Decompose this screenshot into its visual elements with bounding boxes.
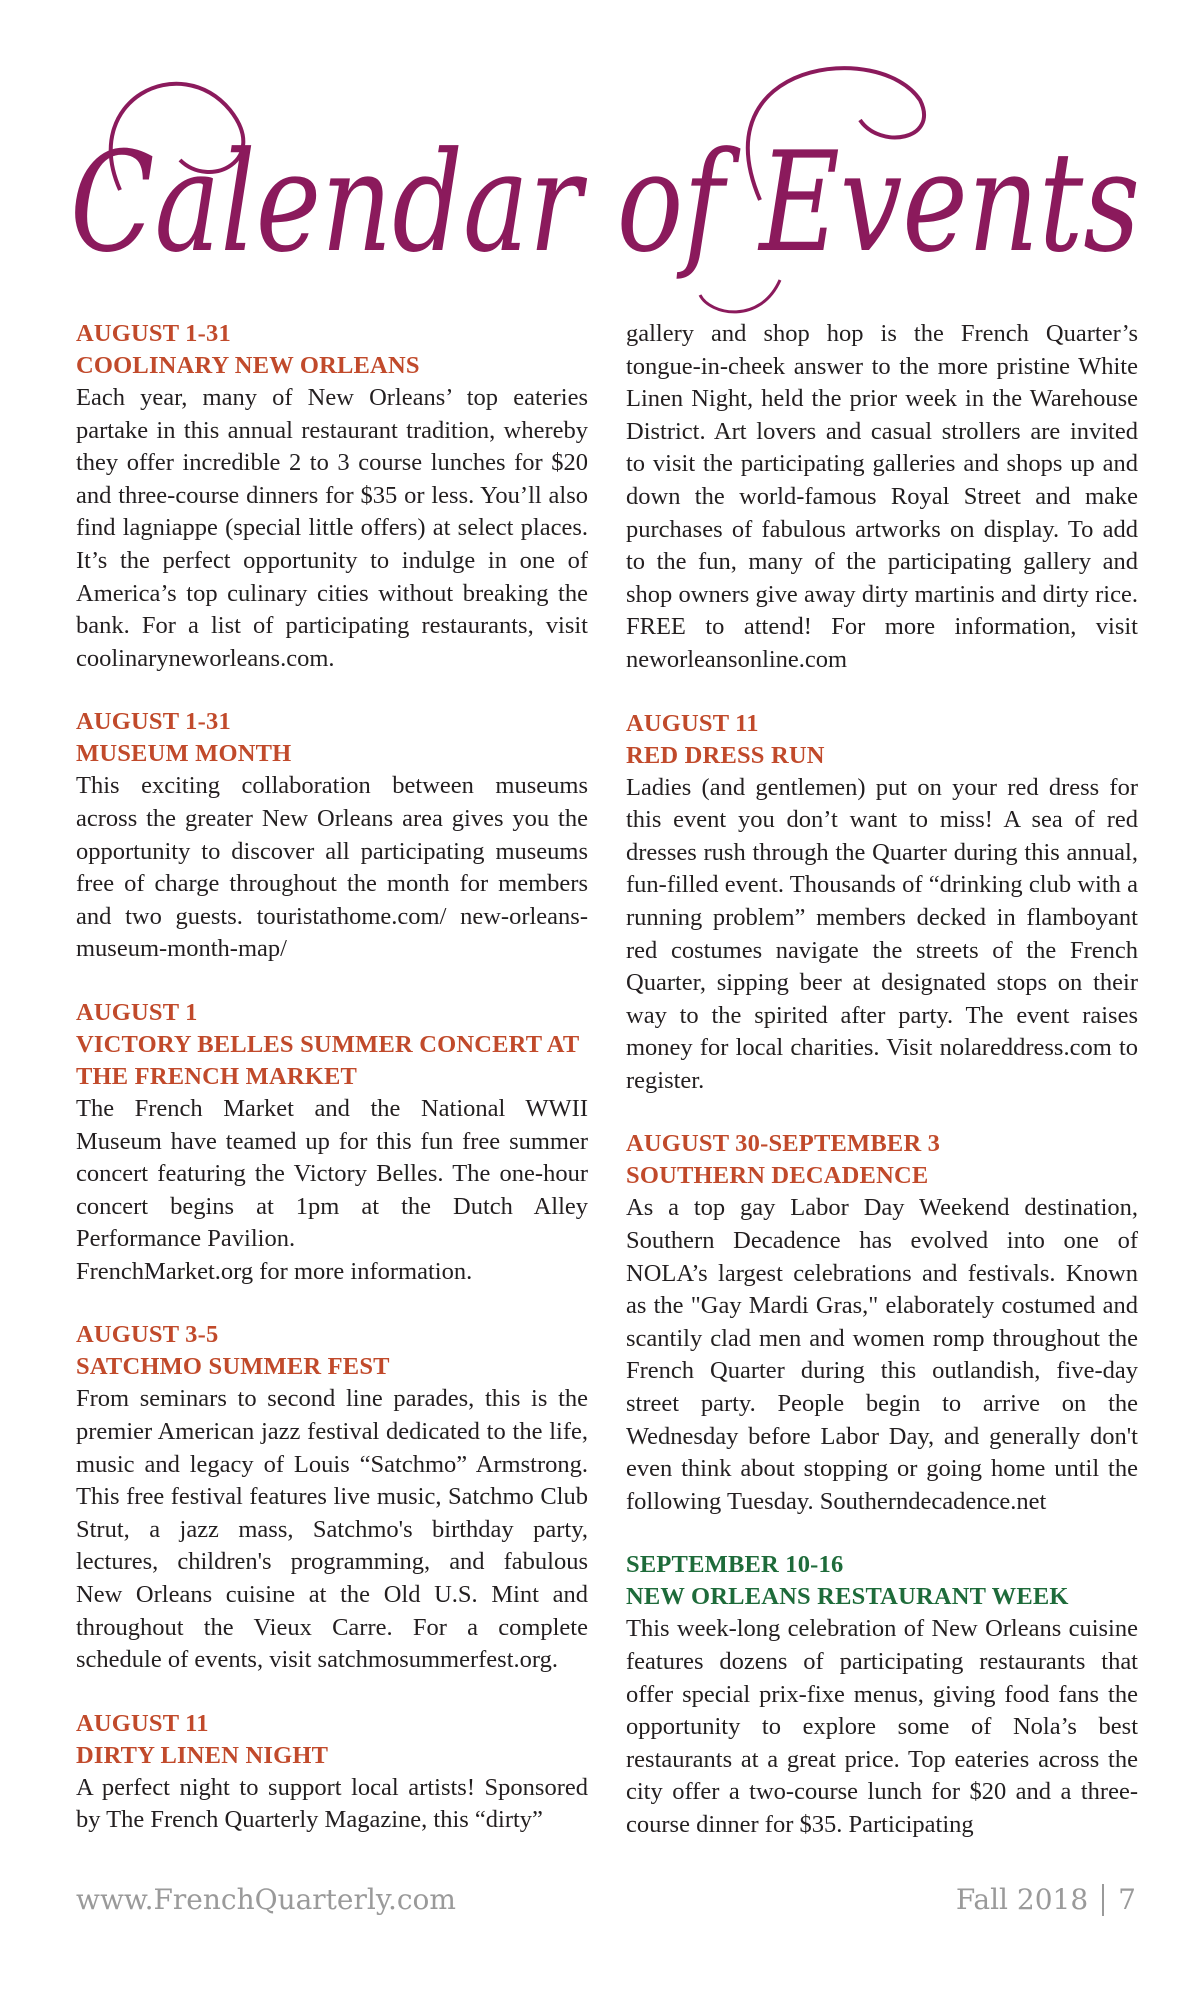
event-name: RED DRESS RUN [626,741,825,769]
event-dirty-linen [76,1708,588,1837]
event-link-text: FrenchMarket.org for more information. [76,1257,473,1285]
continued-description: gallery and shop hop is the French Quarter’s tongue-in-cheek answer to the more pristine White Linen Night, held the prior week in the Warehouse District. Art lovers and casual strollers are invited to visit the participating galleries and shops up and down the world-famous Royal Street and make purchases of fabulous artworks on display. To add to the fun, many of the participating gallery and shop owners give away dirty martinis and dirty rice. FREE to attend! For more information, visit neworleansonline.com [626,320,1138,673]
event-date: AUGUST 1-31 [76,320,231,347]
event-date: AUGUST 30-SEPTEMBER 3 [626,1130,941,1158]
event-description: As a top gay Labor Day Weekend destination, Southern Decadence has evolved into one of NOLA’s largest celebrations and festivals. Known as the "Gay Mardi Gras," elaborately costumed and scantily clad men and women romp throughout the French Quarter during this outlandish, five-day street party. People begin to arrive on the Wednesday before Labor Day, and generally don't even think about stopping or going home until the following Tuesday. Southerndecadence.net [626,1194,1138,1515]
event-description: A perfect night to support local artists! Sponsored by The French Quarterly Magazine, this “dirty” [76,1773,588,1834]
page-title [60,40,1150,330]
event-description: This exciting collaboration between museums across the greater New Orleans area gives you the opportunity to discover all participating museums free of charge throughout the month for members and two guests. touristathome.com/ new-orleans-museum-month-map/ [76,772,588,963]
footer-divider [1102,1884,1104,1916]
event-description: Each year, many of New Orleans’ top eateries partake in this annual restaurant tradition, whereby they offer incredible 2 to 3 course lunches for $20 and three-course dinners for $35 or less. You’ll also find lagniappe (special little offers) at select places. It’s the perfect opportunity to indulge in one of America’s top culinary cities without breaking the bank. For a list of participating restaurants, visit coolinaryneworleans.com. [76,384,588,672]
event-date: SEPTEMBER 10-16 [626,1551,844,1579]
right-column [626,318,1138,1873]
event-victory-belles [76,997,588,1289]
event-coolinary [76,318,588,675]
event-name: SATCHMO SUMMER FEST [76,1353,390,1381]
event-columns [76,318,1138,1873]
event-description: The French Market and the National WWII Museum have teamed up for this fun free summer concert featuring the Victory Belles. The one-hour concert begins at 1pm at the Dutch Alley Performance Pavilion. [76,1094,588,1253]
event-date: AUGUST 11 [76,1709,209,1737]
footer-issue: Fall 2018 [955,1883,1089,1916]
event-name: NEW ORLEANS RESTAURANT WEEK [626,1583,1069,1611]
title-text: Calendar of Events [70,122,1140,283]
event-satchmo [76,1319,588,1676]
event-description: Ladies (and gentlemen) put on your red dress for this event you don’t want to miss! A sea of red dresses rush through the Quarter during this annual, fun-filled event. Thousands of “drinking club with a running problem” members decked in flamboyant red costumes navigate the streets of the French Quarter, sipping beer at designated stops on their way to the spirited after party. The event raises money for local charities. Visit nolareddress.com to register. [626,773,1138,1094]
event-restaurant-week [626,1549,1138,1841]
event-date: AUGUST 11 [626,709,759,737]
page-footer [76,1883,1136,1916]
event-red-dress-run [626,708,1138,1098]
event-name: COOLINARY NEW ORLEANS [76,352,420,379]
event-name: DIRTY LINEN NIGHT [76,1741,329,1769]
event-name: SOUTHERN DECADENCE [626,1162,929,1190]
event-description: From seminars to second line parades, this is the premier American jazz festival dedicated to the life, music and legacy of Louis “Satchmo” Armstrong. This free festival features live music, Satchmo Club Strut, a jazz mass, Satchmo's birthday party, lectures, children's programming, and fabulous New Orleans cuisine at the Old U.S. Mint and throughout the Vieux Carre. For a complete schedule of events, visit satchmosummerfest.org. [76,1385,588,1674]
event-date: AUGUST 1-31 [76,708,231,736]
left-column [76,318,588,1873]
flourish-bottom [700,280,780,312]
event-description: This week-long celebration of New Orleans cuisine features dozens of participating restaurants that offer special prix-fixe menus, giving food fans the opportunity to explore some of Nola’s best restaurants at a great price. Top eateries across the city offer a two-course lunch for $20 and a three-course dinner for $35. Participating [626,1615,1138,1838]
event-name: MUSEUM MONTH [76,740,292,768]
page-number: 7 [1118,1883,1136,1916]
event-date: AUGUST 3-5 [76,1321,219,1349]
event-name: VICTORY BELLES SUMMER CONCERT AT THE FRENCH MARKET [76,1030,579,1090]
footer-website: www.FrenchQuarterly.com [76,1883,456,1916]
title-script [60,40,1150,330]
event-southern-decadence [626,1128,1138,1518]
footer-issue-info [956,1883,1136,1916]
event-date: AUGUST 1 [76,998,198,1026]
event-museum-month [76,706,588,966]
